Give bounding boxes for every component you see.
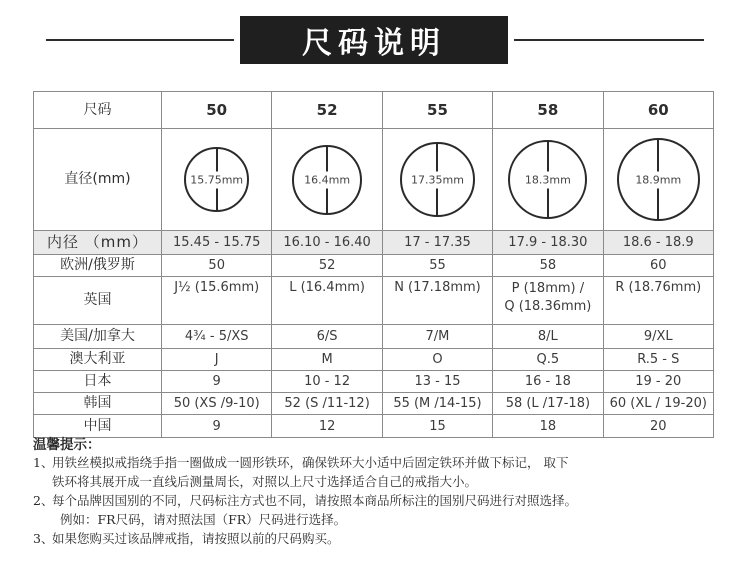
ring-diameter-label: 17.35mm [411,173,464,186]
inner-diameter-row [34,231,714,255]
table-cell: 6/S [272,325,382,349]
table-cell: 50 (XS /9-10) [162,393,272,415]
inner-diameter-label: 内径 （mm） [34,231,162,255]
japan-label: 日本 [34,371,162,393]
table-cell: 10 - 12 [272,371,382,393]
size-value: 58 [493,92,603,129]
tip-text: 每个品牌因国别的不同，尺码标注方式也不同，请按照本商品所标注的国别尺码进行对照选择。 [52,493,578,508]
size-row-label: 尺码 [34,92,162,129]
size-value: 60 [603,92,713,129]
table-cell: 20 [603,415,713,438]
tips-title: 温馨提示： [33,437,101,453]
china-label: 中国 [34,415,162,438]
table-cell: 18.6 - 18.9 [603,231,713,255]
table-cell: 52 [272,255,382,277]
title-rule-right [514,39,704,41]
table-cell: 58 (L /17-18) [493,393,603,415]
tip-item [33,529,733,548]
size-header-row [34,92,714,129]
table-cell: 9 [162,371,272,393]
table-cell: 60 [603,255,713,277]
table-cell: L (16.4mm) [272,277,382,325]
tip-text: 例如：FR尺码，请对照法国（FR）尺码进行选择。 [60,512,347,527]
page-title: 尺码说明 [240,16,508,64]
table-cell: N (17.18mm) [382,277,492,325]
table-cell: 12 [272,415,382,438]
table-cell: 15.45 - 15.75 [162,231,272,255]
uk-label: 英国 [34,277,162,325]
diameter-cell [382,129,492,231]
table-cell: M [272,349,382,371]
table-cell: J [162,349,272,371]
us-canada-label: 美国/加拿大 [34,325,162,349]
tips-section [33,433,733,548]
table-cell: 19 - 20 [603,371,713,393]
tip-item [33,453,733,472]
ring-diameter-label: 16.4mm [304,173,351,186]
tip-item [33,491,733,510]
table-cell: 17 - 17.35 [382,231,492,255]
table-cell: 16 - 18 [493,371,603,393]
diameter-cell [493,129,603,231]
table-cell: 55 [382,255,492,277]
tip-text: 用铁丝模拟戒指绕手指一圈做成一圆形铁环，确保铁环大小适中后固定铁环并做下标记， 取下 [52,455,569,470]
ring-diagram [292,145,362,215]
size-chart-table [33,91,714,438]
tip-item-continued [33,472,733,491]
ring-diagram [184,147,249,212]
eu-russia-label: 欧洲/俄罗斯 [34,255,162,277]
australia-label: 澳大利亚 [34,349,162,371]
diameter-cell [162,129,272,231]
eu-russia-row [34,255,714,277]
table-cell: 8/L [493,325,603,349]
table-cell: Q.5 [493,349,603,371]
table-cell: 16.10 - 16.40 [272,231,382,255]
diameter-row [34,129,714,231]
table-cell: 9 [162,415,272,438]
table-cell: R.5 - S [603,349,713,371]
ring-diameter-label: 18.9mm [635,173,682,186]
size-value: 55 [382,92,492,129]
diameter-row-label: 直径(mm) [34,129,162,231]
table-cell: 58 [493,255,603,277]
table-cell: 13 - 15 [382,371,492,393]
table-cell: 18 [493,415,603,438]
table-cell: 50 [162,255,272,277]
ring-diagram [617,138,700,221]
ring-diagram [400,142,475,217]
ring-diameter-label: 15.75mm [190,173,244,186]
korea-label: 韩国 [34,393,162,415]
tip-text: 如果您购买过该品牌戒指，请按照以前的尺码购买。 [52,531,340,546]
ring-diameter-label: 18.3mm [524,173,571,186]
size-value: 52 [272,92,382,129]
table-cell: P (18mm) / Q (18.36mm) [493,277,603,325]
tip-text: 铁环将其展开成一直线后测量周长，对照以上尺寸选择适合自己的戒指大小。 [52,474,478,489]
us-canada-row [34,325,714,349]
table-cell: 4¾ - 5/XS [162,325,272,349]
table-cell: 55 (M /14-15) [382,393,492,415]
diameter-cell [603,129,713,231]
table-cell: 7/M [382,325,492,349]
table-cell: 52 (S /11-12) [272,393,382,415]
ring-diagram [508,140,587,219]
tip-item-continued [33,510,733,529]
table-cell: 9/XL [603,325,713,349]
table-cell: 15 [382,415,492,438]
tip-number: 2、 [33,493,54,508]
table-cell: J½ (15.6mm) [162,277,272,325]
size-value: 50 [162,92,272,129]
diameter-cell [272,129,382,231]
table-cell: O [382,349,492,371]
table-cell: R (18.76mm) [603,277,713,325]
title-rule-left [46,39,234,41]
tip-number: 3、 [33,531,54,546]
table-cell: 17.9 - 18.30 [493,231,603,255]
table-cell: 60 (XL / 19-20) [603,393,713,415]
tip-number: 1、 [33,455,54,470]
japan-row [34,371,714,393]
korea-row [34,393,714,415]
uk-row [34,277,714,325]
australia-row [34,349,714,371]
